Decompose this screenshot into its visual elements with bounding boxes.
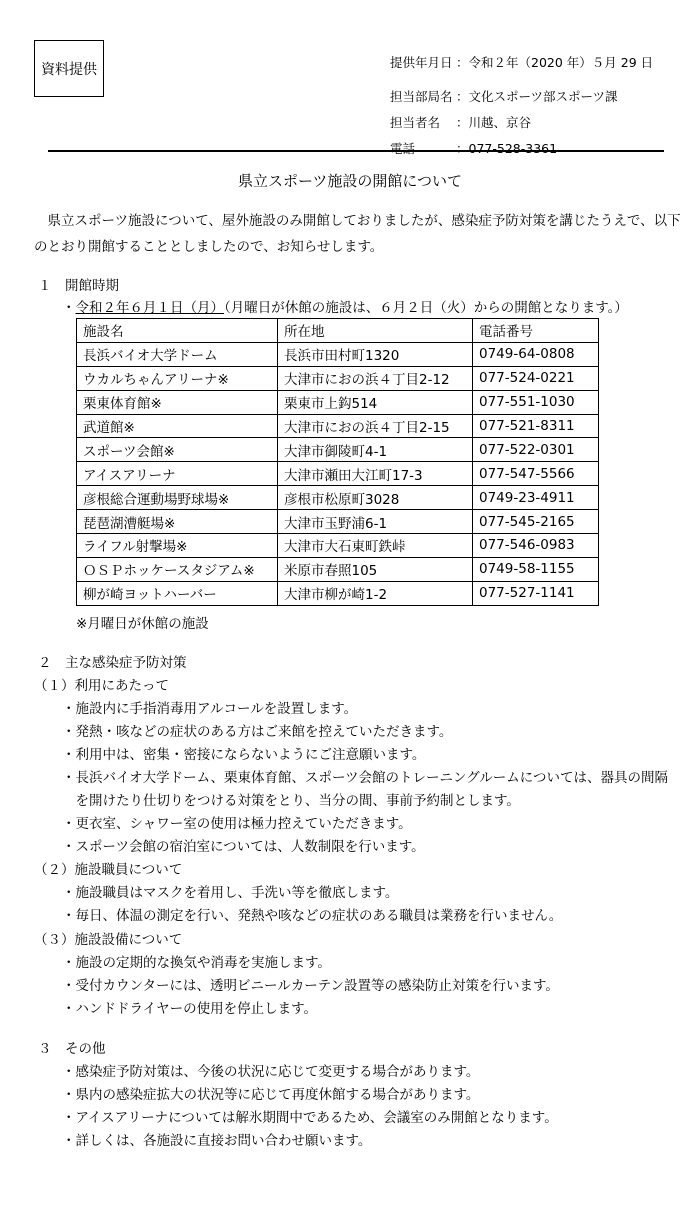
section-1-heading: １ 開館時期 xyxy=(38,278,119,294)
facility-name: スポーツ会館※ xyxy=(77,438,278,462)
opening-date-note: （月曜日が休館の施設は、６月２日（火）からの開館となります。） xyxy=(224,300,628,316)
table-row xyxy=(77,581,599,605)
bullet-mark: ・ xyxy=(62,300,76,316)
facility-phone: 0749-23-4911 xyxy=(473,486,599,510)
table-row xyxy=(77,486,599,510)
meta-value: ：令和２年（2020 年）５月 29 日 xyxy=(456,55,654,70)
meta-row-phone xyxy=(390,136,653,162)
document-title: 県立スポーツ施設の開館について xyxy=(237,172,463,190)
facility-phone: 0749-64-0808 xyxy=(473,342,599,366)
facility-phone: 077-546-0983 xyxy=(473,534,599,558)
header-address: 所在地 xyxy=(278,319,473,343)
list-item: ・受付カウンターには、透明ビニールカーテン設置等の感染防止対策を行います。 xyxy=(62,978,559,994)
facility-address: 大津市柳が崎1-2 xyxy=(278,581,473,605)
facility-phone: 077-527-1141 xyxy=(473,581,599,605)
facility-table xyxy=(76,318,599,606)
facility-phone: 077-522-0301 xyxy=(473,438,599,462)
header-phone: 電話番号 xyxy=(473,319,599,343)
list-item: ・長浜バイオ大学ドーム、栗東体育館、スポーツ会館のトレーニングルームについては、器具の間隔 xyxy=(62,770,669,786)
header-divider xyxy=(48,150,664,152)
facility-address: 大津市におの浜４丁目2-12 xyxy=(278,366,473,390)
document-meta xyxy=(390,50,653,162)
meta-row-date xyxy=(390,50,653,76)
meta-row-contact xyxy=(390,110,653,136)
list-item: ・スポーツ会館の宿泊室については、人数制限を行います。 xyxy=(62,839,425,855)
section-3-heading: ３ その他 xyxy=(38,1041,106,1057)
document-type-box xyxy=(34,40,104,97)
facility-phone: 077-545-2165 xyxy=(473,510,599,534)
facility-name: 長浜バイオ大学ドーム xyxy=(77,342,278,366)
table-row xyxy=(77,438,599,462)
list-item: ・アイスアリーナについては解氷期間中であるため、会議室のみ開館となります。 xyxy=(62,1110,558,1126)
list-item: ・県内の感染症拡大の状況等に応じて再度休館する場合があります。 xyxy=(62,1087,480,1103)
facility-address: 大津市大石東町鉄峠 xyxy=(278,534,473,558)
meta-value: ：文化スポーツ部スポーツ課 xyxy=(456,89,618,104)
facility-name: 琵琶湖漕艇場※ xyxy=(77,510,278,534)
table-row xyxy=(77,557,599,581)
facility-phone: 077-521-8311 xyxy=(473,414,599,438)
table-footnote: ※月曜日が休館の施設 xyxy=(76,616,209,632)
facility-name: 武道館※ xyxy=(77,414,278,438)
subsection-equipment-heading: （３）施設設備について xyxy=(34,932,183,948)
list-item: ・施設内に手指消毒用アルコールを設置します。 xyxy=(62,701,358,717)
header-facility: 施設名 xyxy=(77,319,278,343)
list-item: ・毎日、体温の測定を行い、発熱や咳などの症状のある職員は業務を行いません。 xyxy=(62,908,563,924)
facility-address: 大津市玉野浦6-1 xyxy=(278,510,473,534)
list-item: ・施設職員はマスクを着用し、手洗い等を徹底します。 xyxy=(62,885,399,901)
facility-name: ライフル射撃場※ xyxy=(77,534,278,558)
facility-phone: 077-524-0221 xyxy=(473,366,599,390)
meta-row-department xyxy=(390,84,653,110)
facility-address: 長浜市田村町1320 xyxy=(278,342,473,366)
table-row xyxy=(77,414,599,438)
list-item: ・感染症予防対策は、今後の状況に応じて変更する場合があります。 xyxy=(62,1064,480,1080)
list-item: ・詳しくは、各施設に直接お問い合わせ願います。 xyxy=(62,1133,372,1149)
list-item-continued: を開けたり仕切りをつける対策をとり、当分の間、事前予約制とします。 xyxy=(62,793,520,809)
facility-name: アイスアリーナ xyxy=(77,462,278,486)
facility-address: 大津市御陵町4-1 xyxy=(278,438,473,462)
meta-value: ：077-528-3361 xyxy=(456,141,558,156)
table-row xyxy=(77,534,599,558)
list-item: ・更衣室、シャワー室の使用は極力控えていただきます。 xyxy=(62,816,412,832)
facility-address: 彦根市松原町3028 xyxy=(278,486,473,510)
facility-phone: 077-551-1030 xyxy=(473,390,599,414)
list-item: ・ハンドドライヤーの使用を停止します。 xyxy=(62,1001,318,1017)
meta-label: 電話 xyxy=(390,141,416,156)
facility-address: 栗東市上鈎514 xyxy=(278,390,473,414)
table-row xyxy=(77,510,599,534)
intro-paragraph: 県立スポーツ施設について、屋外施設のみ開館しておりましたが、感染症予防対策を講じたうえで、以下のとおり開館することとしましたので、お知らせします。 xyxy=(34,213,681,255)
facility-phone: 077-547-5566 xyxy=(473,462,599,486)
table-header-row xyxy=(77,319,599,343)
facility-name: 栗東体育館※ xyxy=(77,390,278,414)
list-item: ・利用中は、密集・密接にならないようにご注意願います。 xyxy=(62,747,426,763)
subsection-staff-heading: （２）施設職員について xyxy=(34,862,183,878)
subsection-usage-heading: （１）利用にあたって xyxy=(34,678,169,694)
table-row xyxy=(77,342,599,366)
table-row xyxy=(77,462,599,486)
opening-date-line xyxy=(62,296,628,316)
facility-address: 大津市瀬田大江町17-3 xyxy=(278,462,473,486)
table-row xyxy=(77,390,599,414)
facility-address: 米原市春照105 xyxy=(278,557,473,581)
meta-label: 担当者名 xyxy=(390,115,441,130)
meta-label: 提供年月日 xyxy=(390,55,453,70)
facility-phone: 0749-58-1155 xyxy=(473,557,599,581)
document-type-label: 資料提供 xyxy=(41,61,97,78)
table-row xyxy=(77,366,599,390)
facility-name: ウカルちゃんアリーナ※ xyxy=(77,366,278,390)
facility-name: ＯＳＰホッケースタジアム※ xyxy=(77,557,278,581)
meta-label: 担当部局名 xyxy=(390,89,453,104)
section-2-heading: ２ 主な感染症予防対策 xyxy=(38,655,187,671)
list-item: ・発熱・咳などの症状のある方はご来館を控えていただきます。 xyxy=(62,724,453,740)
list-item: ・施設の定期的な換気や消毒を実施します。 xyxy=(62,955,331,971)
facility-name: 柳が崎ヨットハーバー xyxy=(77,581,278,605)
facility-address: 大津市におの浜４丁目2-15 xyxy=(278,414,473,438)
opening-date: 令和２年６月１日（月） xyxy=(75,300,224,316)
facility-name: 彦根総合運動場野球場※ xyxy=(77,486,278,510)
meta-value: ：川越、京谷 xyxy=(456,115,532,130)
